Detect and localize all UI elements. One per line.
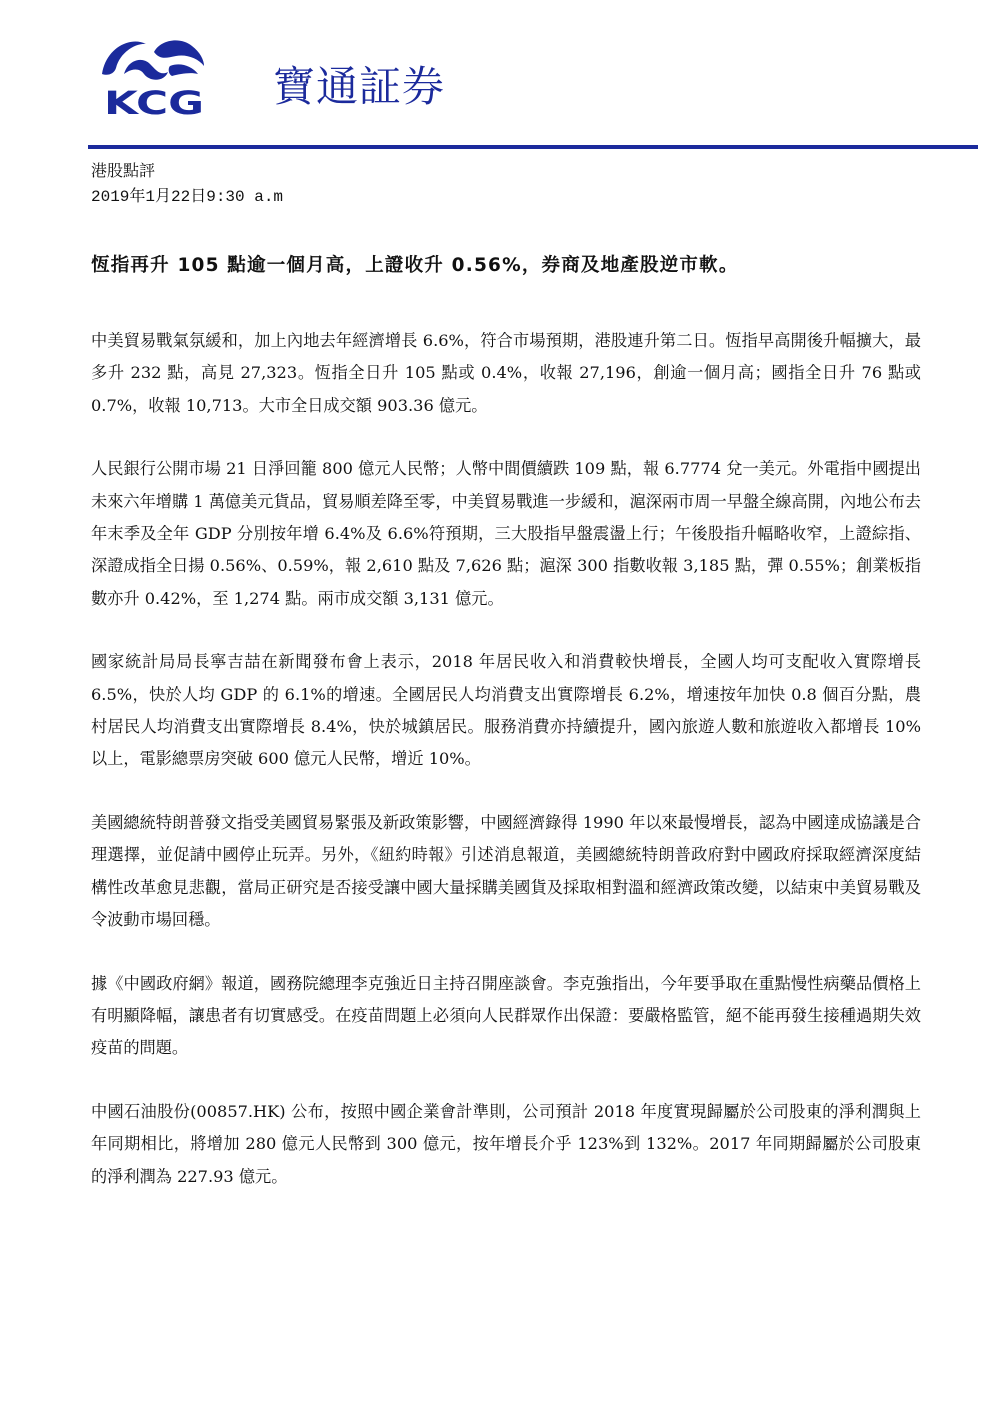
report-body (91, 325, 921, 1224)
report-category: 港股點評 (91, 163, 156, 181)
paragraph-statistics-bureau: 國家統計局局長寧吉喆在新聞發布會上表示，2018 年居民收入和消費較快增長，全國人均可支配收入實際增長 6.5%，快於人均 GDP 的 6.1%的增速。全國居民人均消費支出實際增長 6.2%，增速按年加快 0.8 個百分點，農村居民人均消費支出實際增長 8.4%，快於城鎮居民。服務消費亦持續提升，國內旅遊人數和旅遊收入都增長 10%以上，電影總票房突破 600 億元人民幣，增近 10%。 (91, 652, 921, 769)
paragraph-us-trade: 美國總統特朗普發文指受美國貿易緊張及新政策影響，中國經濟錄得 1990 年以來最慢增長，認為中國達成協議是合理選擇，並促請中國停止玩弄。另外，《紐約時報》引述消息報道，美國總統特朗普政府對中國政府採取經濟深度結構性改革愈見悲觀，當局正研究是否接受讓中國大量採購美國貨及採取相對溫和經濟政策改變，以結束中美貿易戰及令波動市場回穩。 (91, 812, 921, 930)
paragraph-market-summary: 中美貿易戰氣氛緩和，加上內地去年經濟增長 6.6%，符合市場預期，港股連升第二日。恆指早高開後升幅擴大，最多升 232 點，高見 27,323。恆指全日升 105 點或 0.4%，收報 27,196，創逾一個月高；國指全日升 76 點或 0.7%，收報 10,713。大市全日成交額 903.36 億元。 (91, 331, 921, 415)
paragraph-china-markets: 人民銀行公開市場 21 日淨回籠 800 億元人民幣；人幣中間價續跌 109 點，報 6.7774 兌一美元。外電指中國提出未來六年增購 1 萬億美元貨品，貿易順差降至零，中美貿易戰進一步緩和，滬深兩市周一早盤全線高開，內地公布去年末季及全年 GDP 分別按年增 6.4%及 6.6%符預期，三大股指早盤震盪上行；午後股指升幅略收窄，上證綜指、深證成指全日揚 0.56%、0.59%，報 2,610 點及 7,626 點；滬深 300 指數收報 3,185 點，彈 0.55%；創業板指數亦升 0.42%，至 1,274 點。兩市成交額 3,131 億元。 (91, 459, 921, 608)
report-headline: 恆指再升 105 點逾一個月高，上證收升 0.56%，券商及地產股逆市軟。 (91, 255, 739, 276)
paragraph-state-council: 據《中國政府網》報道，國務院總理李克強近日主持召開座談會。李克強指出，今年要爭取在重點慢性病藥品價格上有明顯降幅，讓患者有切實感受。在疫苗問題上必須向人民群眾作出保證：要嚴格監管，絕不能再發生接種過期失效疫苗的問題。 (91, 973, 921, 1058)
report-meta (91, 160, 283, 210)
header-divider (88, 145, 978, 149)
report-datetime: 2019年1月22日9:30 a.m (91, 188, 284, 206)
logo-wordmark: KCG (104, 84, 204, 122)
kcg-logo (100, 30, 220, 122)
paragraph-petrochina: 中國石油股份(00857.HK) 公布，按照中國企業會計準則，公司預計 2018 年度實現歸屬於公司股東的淨利潤與上年同期相比，將增加 280 億元人民幣到 300 億元，按年增長介乎 123%到 132%。2017 年同期歸屬於公司股東的淨利潤為 227.93 億元。 (91, 1101, 921, 1186)
brand-name: 寶通証券 (273, 62, 446, 111)
